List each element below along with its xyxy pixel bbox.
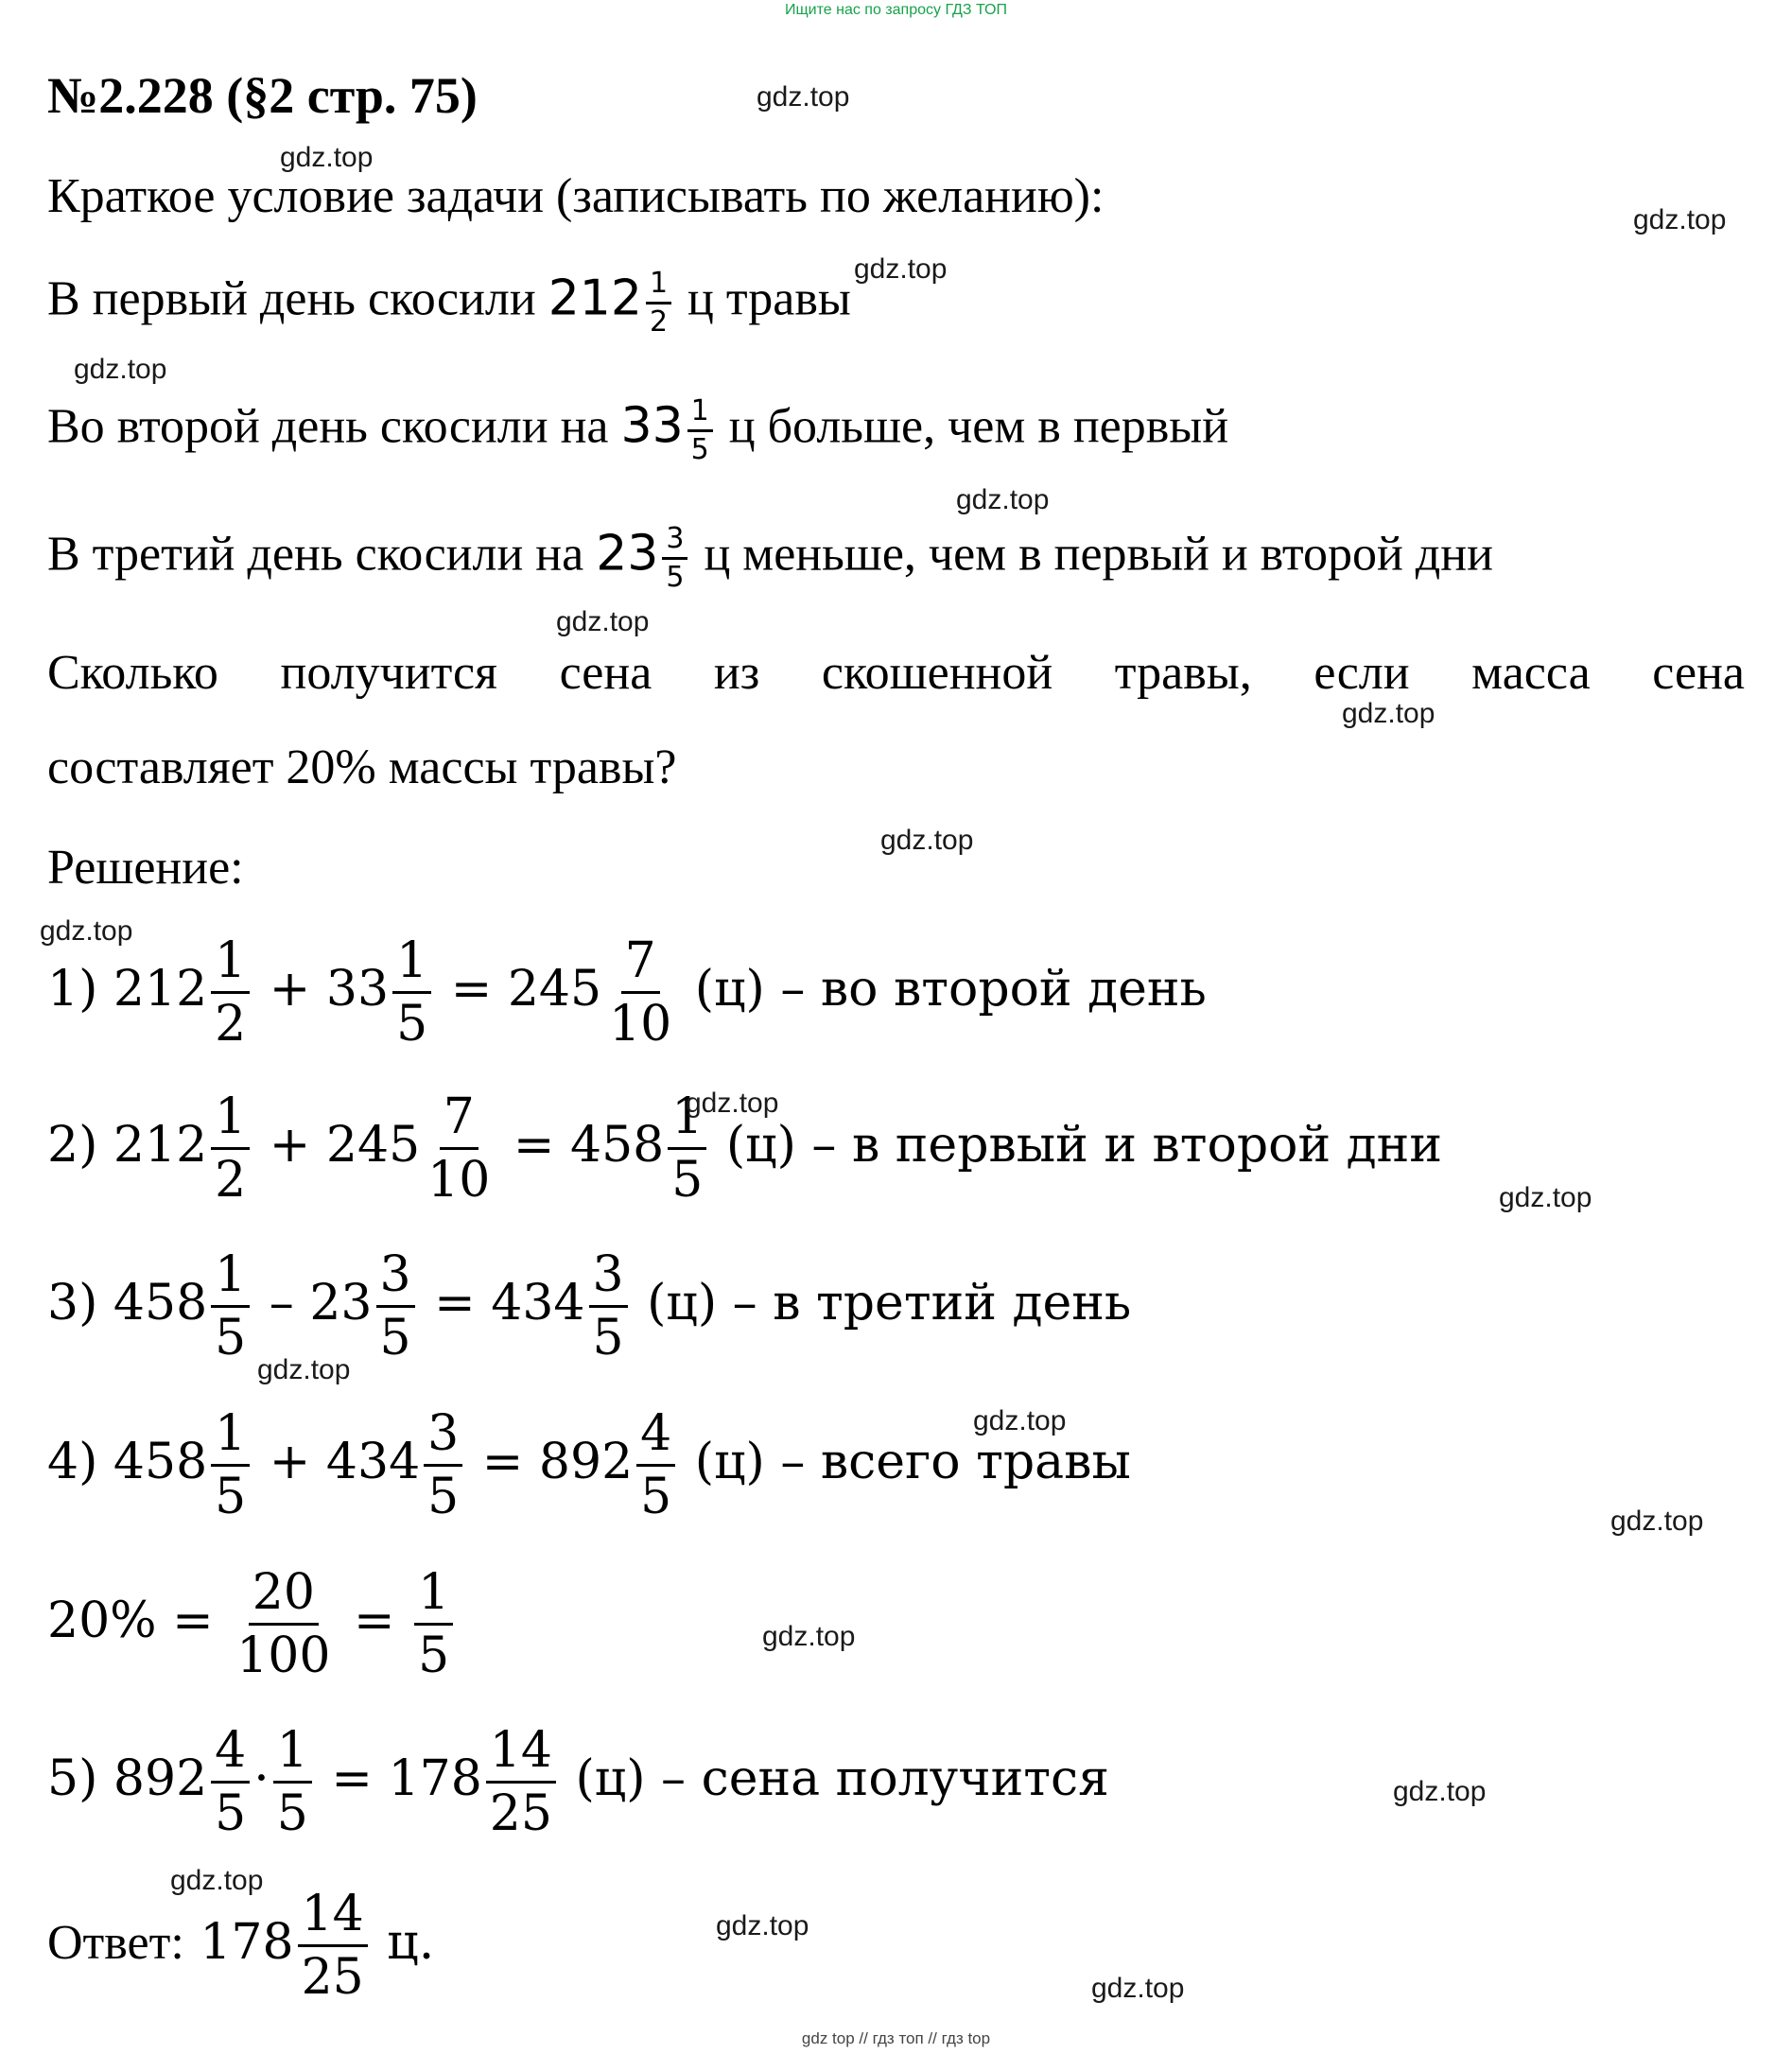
mixed-number-whole: 33 <box>325 961 390 1018</box>
equals-sign: = <box>354 1593 395 1649</box>
watermark: gdz.top <box>556 606 650 637</box>
mixed-number-whole: 23 <box>309 1275 373 1332</box>
fraction-numerator: 3 <box>376 1250 415 1308</box>
question-line-1: Сколько получится сена из скошенной травы, если масса сена <box>47 646 1745 700</box>
watermark: gdz.top <box>1342 698 1435 729</box>
fraction-numerator: 14 <box>486 1726 556 1784</box>
fraction-numerator: 4 <box>211 1726 250 1784</box>
percent-conversion <box>47 1564 457 1684</box>
day1-post: ц травы <box>687 271 851 326</box>
answer-unit: ц. <box>387 1914 435 1971</box>
fraction <box>211 1722 250 1842</box>
watermark: gdz.top <box>1393 1776 1487 1807</box>
condition-heading: Краткое условие задачи (записывать по желанию): <box>47 169 1105 223</box>
footer: gdz top // гдз топ // гдз top <box>801 2029 991 2047</box>
fraction-denominator: 2 <box>215 996 247 1053</box>
step-description: – в первый и второй дни <box>811 1117 1442 1174</box>
fraction <box>589 1246 628 1366</box>
fraction-denominator: 5 <box>640 1469 672 1525</box>
watermark: gdz.top <box>170 1865 264 1896</box>
mixed-number-whole: 178 <box>388 1750 482 1807</box>
fraction-numerator: 20 <box>249 1568 319 1626</box>
step-description: – во второй день <box>780 961 1207 1018</box>
fraction-denominator: 2 <box>215 1152 247 1209</box>
day1-whole: 212 <box>548 270 642 327</box>
fraction-denominator: 25 <box>489 1785 552 1842</box>
watermark: gdz.top <box>280 142 374 173</box>
fraction-numerator: 1 <box>211 1092 250 1150</box>
watermark: gdz.top <box>716 1910 809 1941</box>
mixed-number-whole: 212 <box>113 1117 208 1174</box>
mixed-number-whole: 892 <box>113 1750 208 1807</box>
mixed-number-whole: 458 <box>113 1275 208 1332</box>
mixed-number-whole: 434 <box>325 1434 421 1490</box>
fraction-numerator: 3 <box>589 1250 628 1308</box>
fraction <box>273 1722 312 1842</box>
day3-post: ц меньше, чем в первый и второй дни <box>704 527 1493 582</box>
fraction-numerator: 4 <box>636 1409 675 1467</box>
page-title: №2.228 (§2 стр. 75) <box>47 67 478 124</box>
fraction-numerator: 1 <box>211 1250 250 1308</box>
fraction-numerator: 1 <box>392 936 431 994</box>
day1-fraction <box>646 267 671 339</box>
fraction-denominator: 5 <box>666 561 685 594</box>
watermark: gdz.top <box>40 915 133 947</box>
fraction-numerator: 1 <box>211 936 250 994</box>
equals-sign: = <box>513 1117 555 1174</box>
top-banner: Ищите нас по запросу ГДЗ ТОП <box>785 2 1007 18</box>
fraction-numerator: 14 <box>298 1889 368 1947</box>
mixed-number-whole: 245 <box>507 961 602 1018</box>
unit: (ц) <box>694 1434 765 1490</box>
fraction-denominator: 5 <box>427 1469 460 1525</box>
equals-sign: = <box>434 1275 476 1332</box>
day3-fraction <box>662 522 687 594</box>
step-number: 4) <box>47 1434 98 1490</box>
percent-value: 20% <box>47 1593 157 1649</box>
equals-sign: = <box>331 1750 373 1807</box>
fraction <box>298 1886 368 2006</box>
unit: (ц) <box>694 961 765 1018</box>
answer <box>47 1886 435 2006</box>
fraction-denominator: 10 <box>609 996 672 1053</box>
fraction-numerator: 3 <box>424 1409 462 1467</box>
watermark: gdz.top <box>1091 1973 1185 2004</box>
watermark: gdz.top <box>854 253 948 285</box>
equals-sign: = <box>172 1593 214 1649</box>
fraction <box>211 932 250 1053</box>
fraction-numerator: 1 <box>646 270 671 305</box>
fraction-denominator: 5 <box>396 996 428 1053</box>
watermark: gdz.top <box>880 825 974 856</box>
fraction-denominator: 5 <box>215 1785 247 1842</box>
mixed-number-whole: 458 <box>113 1434 208 1490</box>
watermark: gdz.top <box>74 354 167 385</box>
answer-label: Ответ: <box>47 1916 184 1970</box>
fraction-denominator: 5 <box>592 1310 624 1366</box>
fraction <box>233 1564 334 1684</box>
condition-day1 <box>47 267 851 339</box>
equals-sign: = <box>481 1434 524 1490</box>
fraction-denominator: 5 <box>671 1152 704 1209</box>
operator: + <box>269 1117 311 1174</box>
fraction <box>636 1405 675 1525</box>
fraction-denominator: 5 <box>215 1310 247 1366</box>
unit: (ц) <box>575 1750 646 1807</box>
fraction-numerator: 1 <box>211 1409 250 1467</box>
fraction-numerator: 1 <box>414 1568 453 1626</box>
fraction-numerator: 1 <box>668 1092 706 1150</box>
fraction <box>392 932 431 1053</box>
solution-label: Решение: <box>47 841 244 895</box>
step-description: – в третий день <box>732 1275 1132 1332</box>
fraction-denominator: 2 <box>649 305 669 339</box>
condition-day2 <box>47 394 1229 466</box>
mixed-number-whole: 458 <box>569 1117 665 1174</box>
fraction <box>486 1722 556 1842</box>
watermark: gdz.top <box>1610 1506 1704 1537</box>
condition-day3 <box>47 522 1493 594</box>
watermark: gdz.top <box>762 1621 856 1652</box>
unit: (ц) <box>647 1275 718 1332</box>
fraction-denominator: 5 <box>215 1469 247 1525</box>
mixed-number-whole: 212 <box>113 961 208 1018</box>
solution-step-5 <box>47 1722 1109 1842</box>
step-number: 2) <box>47 1117 98 1174</box>
fraction <box>605 932 675 1053</box>
fraction-numerator: 1 <box>273 1726 312 1784</box>
operator: · <box>253 1750 270 1807</box>
step-number: 1) <box>47 961 98 1018</box>
fraction <box>424 1405 462 1525</box>
unit: (ц) <box>725 1117 796 1174</box>
fraction <box>414 1564 453 1684</box>
day2-whole: 33 <box>620 397 684 455</box>
operator: + <box>269 961 311 1018</box>
question-line-2: составляет 20% массы травы? <box>47 740 677 794</box>
fraction-denominator: 10 <box>427 1152 491 1209</box>
day2-post: ц больше, чем в первый <box>728 399 1229 454</box>
fraction-numerator: 7 <box>621 936 660 994</box>
watermark: gdz.top <box>1633 204 1727 235</box>
watermark: gdz.top <box>956 484 1050 515</box>
watermark: gdz.top <box>686 1088 779 1119</box>
fraction-denominator: 5 <box>276 1785 308 1842</box>
fraction <box>211 1405 250 1525</box>
fraction <box>376 1246 415 1366</box>
day3-pre: В третий день скосили на <box>47 527 584 582</box>
fraction <box>211 1246 250 1366</box>
operator: + <box>269 1434 311 1490</box>
fraction-numerator: 3 <box>662 525 687 560</box>
fraction <box>211 1088 250 1209</box>
watermark: gdz.top <box>757 81 850 113</box>
equals-sign: = <box>450 961 493 1018</box>
fraction-denominator: 5 <box>690 433 709 466</box>
watermark: gdz.top <box>1499 1182 1592 1213</box>
fraction-denominator: 100 <box>236 1628 331 1684</box>
watermark: gdz.top <box>973 1405 1067 1436</box>
step-number: 5) <box>47 1750 98 1807</box>
mixed-number-whole: 178 <box>200 1914 294 1971</box>
day2-pre: Во второй день скосили на <box>47 399 609 454</box>
fraction <box>424 1088 494 1209</box>
mixed-number-whole: 892 <box>538 1434 634 1490</box>
solution-step-4 <box>47 1405 1131 1525</box>
step-number: 3) <box>47 1275 98 1332</box>
fraction-numerator: 7 <box>440 1092 478 1150</box>
day1-pre: В первый день скосили <box>47 271 536 326</box>
day2-fraction <box>687 394 713 466</box>
solution-step-3 <box>47 1246 1132 1366</box>
fraction-numerator: 1 <box>687 397 713 432</box>
mixed-number-whole: 245 <box>325 1117 421 1174</box>
day3-whole: 23 <box>596 525 659 583</box>
fraction-denominator: 5 <box>418 1628 450 1684</box>
mixed-number-whole: 434 <box>491 1275 585 1332</box>
fraction-denominator: 5 <box>379 1310 411 1366</box>
operator: – <box>269 1275 294 1332</box>
step-description: – всего травы <box>780 1434 1131 1490</box>
watermark: gdz.top <box>257 1354 351 1385</box>
solution-step-1 <box>47 932 1207 1053</box>
fraction-denominator: 25 <box>301 1949 364 2006</box>
step-description: – сена получится <box>661 1750 1109 1807</box>
